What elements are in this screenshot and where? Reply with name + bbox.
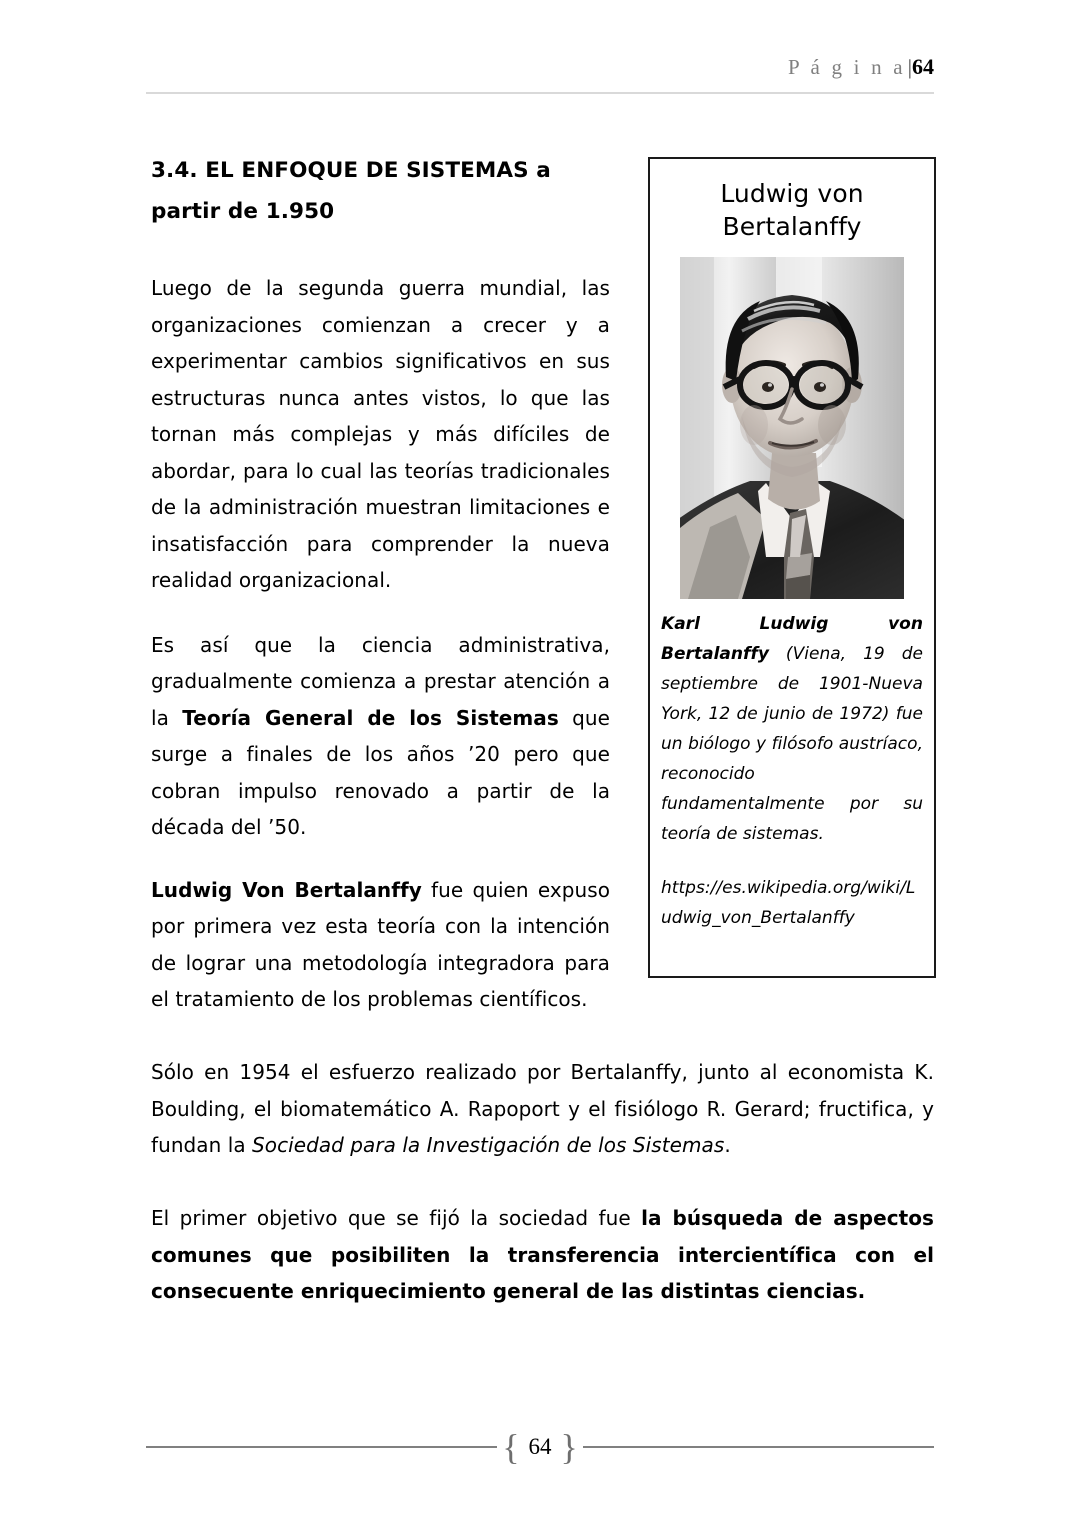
sidebox-title: Ludwig von Bertalanffy (720, 179, 864, 241)
paragraph-bertalanffy (151, 872, 610, 1018)
paragraph-text: que surge a finales de los años ’20 pero que cobran impulso renovado a partir de la década del ’50. (151, 705, 610, 839)
spacer (151, 846, 610, 872)
sidebox-caption (661, 609, 923, 849)
emphasis-busqueda-aspectos-comunes: la búsqueda de aspectos comunes que posibiliten la transferencia intercientífica con el consecuente enriquecimiento general de las distintas ciencias. (151, 1206, 934, 1303)
footer-rule-right (583, 1446, 934, 1448)
page-title: 3.4. EL ENFOQUE DE SISTEMAS a partir de 1.950 (151, 158, 551, 224)
page-header (146, 52, 934, 94)
emphasis-teoria-general-sistemas: Teoría General de los Sistemas (182, 705, 559, 730)
sidebox-source-url[interactable]: https://es.wikipedia.org/wiki/Ludwig_von_Bertalanffy (661, 878, 916, 928)
brace-left-icon: { (502, 1427, 520, 1467)
footer-page-number-group (494, 1427, 586, 1467)
emphasis-ludwig-von-bertalanffy: Ludwig Von Bertalanffy (151, 877, 422, 902)
caption-subject-name: Karl Ludwig von Bertalanffy (661, 614, 923, 664)
brace-right-icon: } (560, 1427, 578, 1467)
spacer (151, 599, 610, 627)
paragraph-primer-objetivo (151, 1200, 934, 1310)
caption-text: (Viena, 19 de septiembre de 1901-Nueva York, 12 de junio de 1972) fue un biólogo y filósofo austríaco, reconocido fundamentalmente por su teoría de sistemas. (661, 644, 923, 844)
spacer (151, 240, 610, 270)
paragraph-text: Es así que la ciencia administrativa, gradualmente comienza a prestar atención a la (151, 632, 610, 730)
header-running-title (146, 52, 934, 82)
main-text-column (151, 150, 610, 1018)
footer-rule-left (146, 1446, 497, 1448)
emphasis-sociedad-investigacion-sistemas: Sociedad para la Investigación de los Sistemas (252, 1133, 725, 1157)
footer-page-number: 64 (528, 1434, 552, 1459)
portrait-photo-bertalanffy (680, 257, 904, 599)
paragraph-text: . (724, 1133, 731, 1157)
paragraph-intro: Luego de la segunda guerra mundial, las organizaciones comienzan a crecer y a experimentar cambios significativos en sus estructuras nunca antes vistos, lo que las tornan más complejas y más difíciles de abordar, para lo cual las teorías tradicionales de la administración muestran limitaciones e insatisfacción para comprender la nueva realidad organizacional. (151, 276, 610, 592)
page-footer (146, 1427, 934, 1480)
full-width-text-block-b (151, 1200, 934, 1310)
header-separator: | (907, 55, 912, 79)
header-page-number: 64 (912, 54, 934, 79)
full-width-text-block-a (151, 1054, 934, 1164)
paragraph-text: El primer objetivo que se fijó la sociedad fue (151, 1206, 642, 1230)
paragraph-sociedad (151, 1054, 934, 1164)
paragraph-text: Sólo en 1954 el esfuerzo realizado por Bertalanffy, junto al economista K. Boulding, el biomatemático A. Rapoport y el fisiólogo R. Gerard; fructifica, y fundan la (151, 1060, 934, 1157)
paragraph-text: fue quien expuso por primera vez esta teoría con la intención de lograr una metodología integradora para el tratamiento de los problemas científicos. (151, 877, 610, 1011)
paragraph-teoria-general (151, 627, 610, 846)
sidebar-biography-box (648, 157, 936, 978)
header-label: P á g i n a (787, 55, 906, 79)
